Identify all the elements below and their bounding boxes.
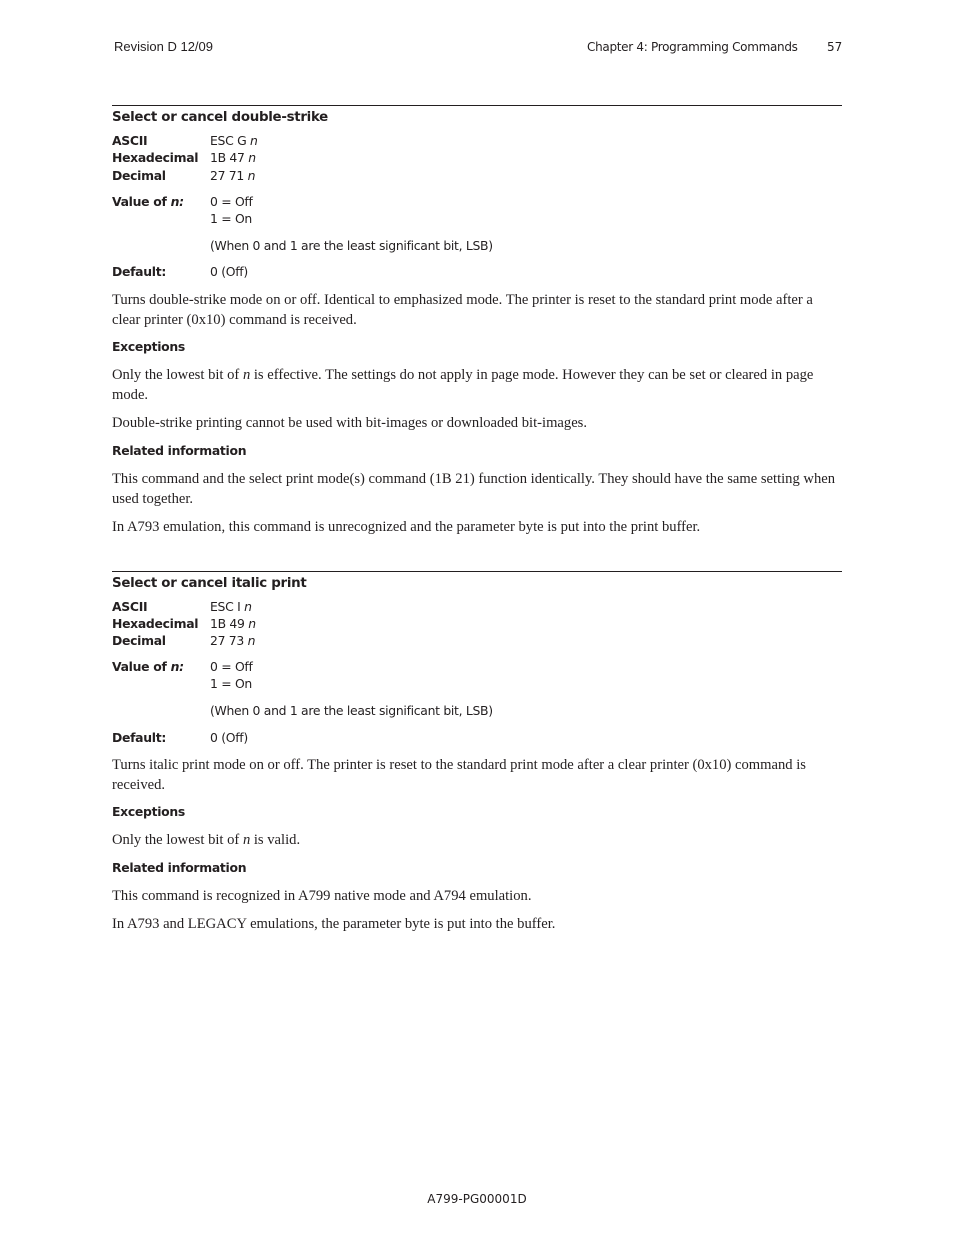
related-heading: Related information bbox=[112, 443, 247, 458]
chapter-title: Chapter 4: Programming Commands bbox=[587, 40, 798, 54]
value-on: 1 = On bbox=[210, 211, 252, 226]
hex-label: Hexadecimal bbox=[112, 616, 199, 631]
ascii-label: ASCII bbox=[112, 133, 148, 148]
exceptions-heading: Exceptions bbox=[112, 339, 185, 354]
ascii-value: ESC G n bbox=[210, 133, 258, 148]
description: Turns italic print mode on or off. The printer is reset to the standard print mode after a clear printer (0x10) command is received. bbox=[112, 757, 806, 793]
exceptions-text: Only the lowest bit of n is effective. The settings do not apply in page mode. However they can be set or cleared in page mode. bbox=[112, 367, 814, 403]
related-text: This command and the select print mode(s) command (1B 21) function identically. They should have the same setting when used together. bbox=[112, 471, 836, 507]
revision-label: Revision D 12/09 bbox=[114, 39, 213, 54]
exceptions-text: Only the lowest bit of n is valid. bbox=[112, 832, 301, 848]
section-title: Select or cancel double-strike bbox=[112, 110, 328, 125]
default-value: 0 (Off) bbox=[210, 730, 248, 745]
related-text: This command is recognized in A799 native mode and A794 emulation. bbox=[112, 888, 532, 904]
exceptions-text: Double-strike printing cannot be used with bit-images or downloaded bit-images. bbox=[112, 415, 588, 431]
related-heading: Related information bbox=[112, 860, 247, 875]
default-label: Default: bbox=[112, 730, 166, 745]
hex-label: Hexadecimal bbox=[112, 150, 199, 165]
hex-value: 1B 49 n bbox=[210, 616, 256, 631]
default-value: 0 (Off) bbox=[210, 264, 248, 279]
decimal-label: Decimal bbox=[112, 633, 166, 648]
related-text: In A793 emulation, this command is unrecognized and the parameter byte is put into the print buffer. bbox=[112, 519, 701, 535]
exceptions-heading: Exceptions bbox=[112, 804, 185, 819]
ascii-value: ESC I n bbox=[210, 599, 252, 614]
value-of-n-label: Value of n: bbox=[112, 194, 184, 209]
hex-value: 1B 47 n bbox=[210, 150, 256, 165]
default-label: Default: bbox=[112, 264, 166, 279]
section-divider bbox=[112, 105, 842, 106]
value-note: (When 0 and 1 are the least significant bit, LSB) bbox=[210, 703, 493, 718]
value-note: (When 0 and 1 are the least significant bit, LSB) bbox=[210, 238, 493, 253]
decimal-value: 27 73 n bbox=[210, 633, 256, 648]
value-on: 1 = On bbox=[210, 676, 252, 691]
section-title: Select or cancel italic print bbox=[112, 576, 307, 591]
page-number: 57 bbox=[827, 40, 843, 54]
description: Turns double-strike mode on or off. Identical to emphasized mode. The printer is reset to the standard print mode after a clear printer (0x10) command is received. bbox=[112, 292, 813, 328]
related-text: In A793 and LEGACY emulations, the parameter byte is put into the buffer. bbox=[112, 916, 556, 932]
ascii-label: ASCII bbox=[112, 599, 148, 614]
value-off: 0 = Off bbox=[210, 659, 253, 674]
section-divider bbox=[112, 571, 842, 572]
value-off: 0 = Off bbox=[210, 194, 253, 209]
decimal-label: Decimal bbox=[112, 168, 166, 183]
value-of-n-label: Value of n: bbox=[112, 659, 184, 674]
decimal-value: 27 71 n bbox=[210, 168, 256, 183]
footer-doc-id: A799-PG00001D bbox=[427, 1192, 527, 1206]
